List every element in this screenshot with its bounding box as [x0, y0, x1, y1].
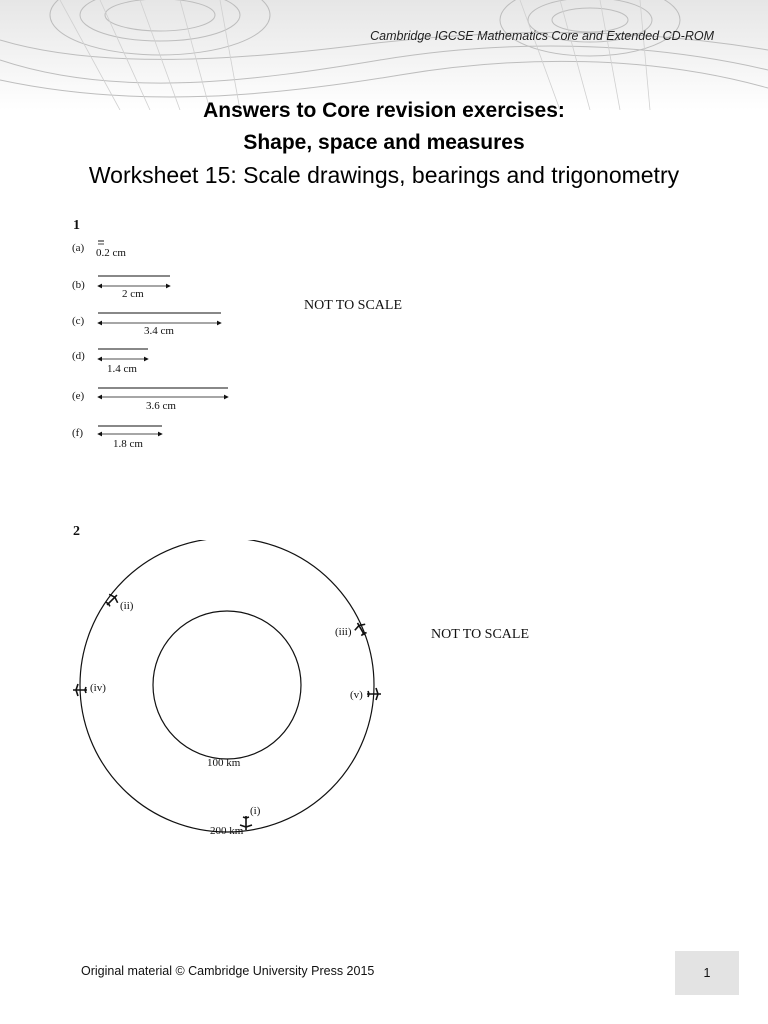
- plane-label: (iv): [90, 682, 106, 694]
- segment-length: 0.2 cm: [96, 247, 126, 259]
- page-title-line2: Shape, space and measures: [243, 131, 525, 154]
- part-label: (f): [72, 427, 83, 439]
- wireframe-torus-graphic: [0, 0, 768, 110]
- concentric-circles-diagram: [70, 540, 390, 840]
- plane-label: (i): [250, 805, 261, 817]
- part-label: (b): [72, 279, 85, 291]
- line-segments-diagram: [66, 232, 246, 457]
- segment-length: 3.6 cm: [146, 400, 176, 412]
- page-title-line1: Answers to Core revision exercises:: [203, 99, 565, 122]
- part-label: (c): [72, 315, 85, 327]
- inner-circle: [153, 611, 301, 759]
- worksheet-title: Worksheet 15: Scale drawings, bearings and trigonometry: [88, 162, 680, 188]
- inner-radius-label: 100 km: [207, 757, 241, 769]
- header-decoration: [0, 0, 768, 110]
- cdrom-title: Cambridge IGCSE Mathematics Core and Extended CD-ROM: [370, 29, 714, 43]
- not-to-scale-label-1: NOT TO SCALE: [304, 298, 403, 313]
- copyright-notice: Original material © Cambridge University Press 2015: [81, 964, 375, 978]
- page-number-box: [675, 951, 739, 995]
- plane-icon: [352, 620, 369, 638]
- part-label: (a): [72, 242, 85, 254]
- segment-length: 1.8 cm: [113, 438, 143, 450]
- not-to-scale-label-2: NOT TO SCALE: [431, 627, 530, 642]
- segment-length: 3.4 cm: [144, 325, 174, 337]
- plane-label: (iii): [335, 626, 352, 638]
- page-number: 1: [703, 966, 711, 980]
- plane-label: (ii): [120, 600, 134, 612]
- segment-length: 1.4 cm: [107, 363, 137, 375]
- plane-label: (v): [350, 689, 363, 701]
- segment-length: 2 cm: [122, 288, 144, 300]
- outer-radius-label: 200 km: [210, 825, 244, 837]
- question-number-2: 2: [73, 524, 80, 539]
- part-label: (e): [72, 390, 85, 402]
- part-label: (d): [72, 350, 85, 362]
- outer-circle: [80, 540, 374, 832]
- question-number-1: 1: [73, 218, 80, 233]
